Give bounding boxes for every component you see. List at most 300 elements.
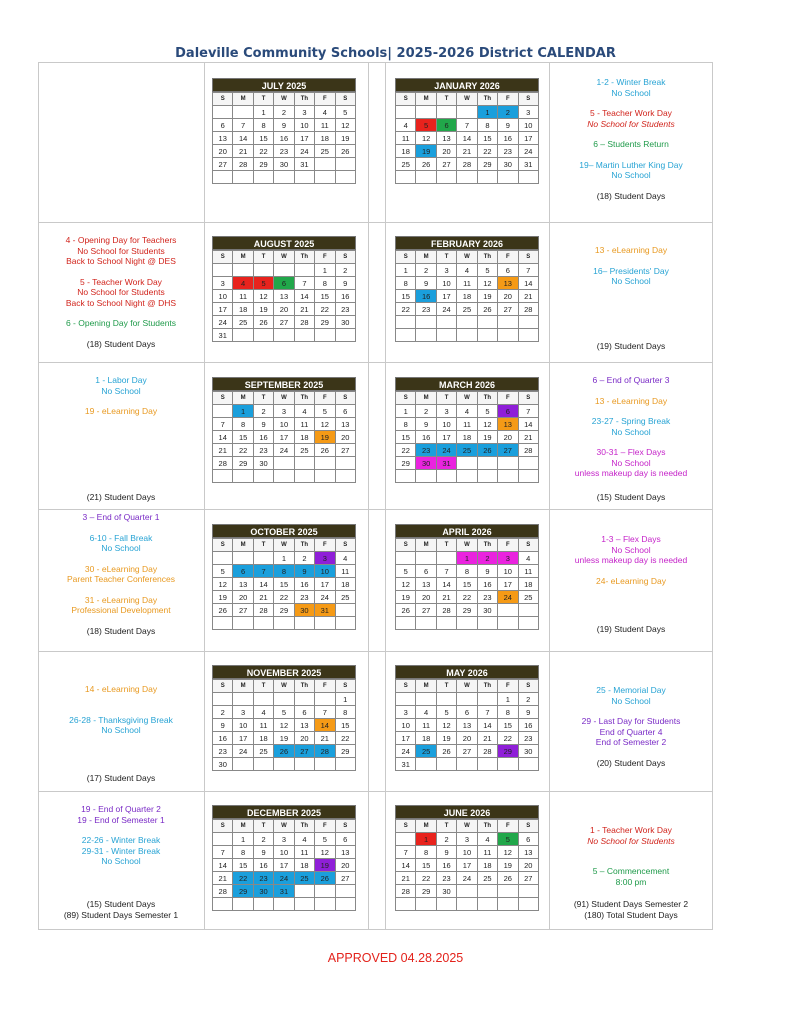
notes-march: [552, 375, 710, 479]
day-cell: 12: [498, 846, 518, 859]
weekday-header: T: [436, 680, 456, 693]
empty-cell: [396, 470, 416, 483]
day-cell: 22: [233, 444, 253, 457]
empty-cell: [498, 316, 518, 329]
empty-cell: [233, 470, 253, 483]
day-cell: 15: [416, 859, 436, 872]
empty-cell: [457, 171, 477, 184]
day-cell: 7: [457, 119, 477, 132]
day-cell: 17: [274, 431, 294, 444]
empty-cell: [457, 898, 477, 911]
weekday-header: T: [436, 820, 456, 833]
day-cell: 9: [274, 119, 294, 132]
day-cell: 8: [233, 846, 253, 859]
empty-cell: [274, 171, 294, 184]
day-cell: 7: [213, 846, 233, 859]
day-cell: 13: [335, 418, 355, 431]
day-cell: 16: [416, 431, 436, 444]
note-line: 6 – Students Return: [593, 139, 669, 149]
day-cell: 27: [274, 316, 294, 329]
empty-cell: [436, 329, 456, 342]
spacer: [40, 705, 202, 715]
day-cell: 6: [416, 565, 436, 578]
empty-cell: [416, 106, 436, 119]
day-cell: 12: [477, 418, 497, 431]
day-cell: 19: [477, 431, 497, 444]
notes-august: [40, 235, 202, 349]
weekday-header: W: [274, 820, 294, 833]
empty-cell: [477, 617, 497, 630]
day-cell: 10: [274, 418, 294, 431]
day-cell: 12: [274, 719, 294, 732]
day-cell: 12: [335, 119, 355, 132]
note-line: 6-10 - Fall Break: [89, 532, 153, 543]
weekday-header: W: [274, 539, 294, 552]
note-line: No School: [611, 170, 651, 180]
empty-cell: [213, 833, 233, 846]
day-cell: 5: [213, 565, 233, 578]
day-cell: 15: [457, 578, 477, 591]
day-cell: 20: [518, 859, 538, 872]
day-cell: 10: [233, 719, 253, 732]
note-line: unless makeup day is needed: [574, 468, 688, 478]
day-cell: 4: [315, 106, 335, 119]
weekday-header: S: [335, 392, 355, 405]
day-cell: 16: [416, 290, 436, 303]
day-cell: 17: [518, 132, 538, 145]
day-cell: 13: [436, 132, 456, 145]
day-cell: 5: [396, 565, 416, 578]
spacer: [552, 437, 710, 447]
day-cell: 29: [498, 745, 518, 758]
student-days-february: [552, 341, 710, 352]
month-june-2026: [395, 805, 539, 911]
month-may-2026: [395, 665, 539, 771]
day-cell: 8: [335, 706, 355, 719]
day-cell: 31: [274, 885, 294, 898]
note-line: No School for Students: [77, 245, 165, 256]
note-line: 26-28 - Thanksgiving Break: [69, 714, 173, 725]
day-cell: 11: [416, 719, 436, 732]
day-cell: 8: [274, 565, 294, 578]
weekday-header: T: [253, 539, 273, 552]
empty-cell: [294, 617, 314, 630]
day-cell: 14: [436, 578, 456, 591]
weekday-header: W: [274, 680, 294, 693]
day-cell: 8: [315, 277, 335, 290]
month-header: FEBRUARY 2026: [395, 236, 539, 250]
weekday-header: S: [396, 820, 416, 833]
month-header: SEPTEMBER 2025: [212, 377, 356, 391]
day-cell: 13: [213, 132, 233, 145]
day-cell: 21: [457, 145, 477, 158]
day-cell: 4: [294, 833, 314, 846]
day-cell: 30: [436, 885, 456, 898]
day-cell: 8: [396, 277, 416, 290]
day-cell: 28: [436, 604, 456, 617]
day-cell: 31: [294, 158, 314, 171]
day-cell: 14: [518, 418, 538, 431]
empty-cell: [436, 898, 456, 911]
empty-cell: [518, 171, 538, 184]
spacer: [552, 129, 710, 139]
weekday-header: T: [253, 820, 273, 833]
empty-cell: [315, 171, 335, 184]
day-cell: 24: [498, 591, 518, 604]
empty-cell: [294, 693, 314, 706]
empty-cell: [294, 457, 314, 470]
empty-cell: [498, 470, 518, 483]
empty-cell: [315, 693, 335, 706]
day-cell: 13: [457, 719, 477, 732]
day-cell: 14: [396, 859, 416, 872]
day-cell: 10: [436, 277, 456, 290]
day-cell: 18: [315, 132, 335, 145]
day-cell: 3: [498, 552, 518, 565]
note-line: 5 – Commencement: [592, 866, 670, 876]
day-cell: 26: [436, 745, 456, 758]
day-cell: 29: [477, 158, 497, 171]
day-cell: 30: [213, 758, 233, 771]
day-cell: 11: [294, 418, 314, 431]
day-cell: 25: [518, 591, 538, 604]
empty-cell: [518, 329, 538, 342]
day-cell: 28: [518, 303, 538, 316]
spacer: [552, 150, 710, 160]
day-cell: 20: [436, 145, 456, 158]
spacer: [552, 706, 710, 716]
weekday-header: F: [315, 251, 335, 264]
note-line: 6 - Opening Day for Students: [65, 318, 177, 328]
day-cell: 27: [416, 604, 436, 617]
month-february-2026: [395, 236, 539, 342]
month-table: [395, 92, 539, 184]
weekday-header: W: [457, 539, 477, 552]
empty-cell: [213, 470, 233, 483]
day-cell: 11: [457, 418, 477, 431]
day-cell: 25: [396, 158, 416, 171]
day-cell: 10: [436, 418, 456, 431]
weekday-header: T: [436, 93, 456, 106]
day-cell: 18: [457, 290, 477, 303]
day-cell: 18: [416, 732, 436, 745]
day-cell: 3: [518, 106, 538, 119]
day-cell: 3: [233, 706, 253, 719]
weekday-header: S: [335, 93, 355, 106]
day-cell: 3: [396, 706, 416, 719]
note-line: End of Quarter 4: [599, 726, 663, 737]
spacer: [40, 329, 202, 339]
note-line: 1 - Teacher Work Day: [590, 825, 672, 835]
note-line: No School: [611, 276, 651, 286]
day-cell: 28: [253, 604, 273, 617]
day-cell: 23: [253, 444, 273, 457]
empty-cell: [518, 604, 538, 617]
empty-cell: [477, 885, 497, 898]
day-cell: 13: [233, 578, 253, 591]
day-cell: 26: [335, 145, 355, 158]
empty-cell: [253, 552, 273, 565]
day-cell: 5: [436, 706, 456, 719]
notes-september: [40, 375, 202, 417]
day-cell: 19: [315, 431, 335, 444]
weekday-header: T: [436, 539, 456, 552]
day-cell: 9: [335, 277, 355, 290]
day-cell: 27: [498, 303, 518, 316]
weekday-header: S: [518, 93, 538, 106]
student-days-december: [40, 899, 202, 920]
empty-cell: [518, 457, 538, 470]
row-divider: [38, 362, 713, 363]
note-line: 1-2 - Winter Break: [596, 77, 666, 87]
day-cell: 29: [233, 457, 253, 470]
day-cell: 5: [274, 706, 294, 719]
note-line: No School: [611, 87, 651, 98]
day-cell: 5: [315, 405, 335, 418]
note-line: 6 – End of Quarter 3: [592, 375, 670, 385]
row-divider: [38, 509, 713, 510]
month-march-2026: [395, 377, 539, 483]
day-cell: 4: [233, 277, 253, 290]
day-cell: 26: [477, 444, 497, 457]
day-cell: 13: [274, 290, 294, 303]
note-line: No School: [101, 543, 141, 553]
day-cell: 9: [253, 846, 273, 859]
day-cell: 15: [396, 431, 416, 444]
note-line: 24- eLearning Day: [596, 575, 666, 586]
weekday-header: F: [315, 820, 335, 833]
spacer: [40, 554, 202, 564]
empty-cell: [315, 470, 335, 483]
empty-cell: [294, 470, 314, 483]
day-cell: 2: [213, 706, 233, 719]
spacer: [552, 256, 710, 266]
day-cell: 6: [498, 264, 518, 277]
day-cell: 22: [416, 872, 436, 885]
note-line: (20) Student Days: [596, 757, 666, 768]
day-cell: 3: [436, 405, 456, 418]
spacer: [40, 267, 202, 277]
day-cell: 8: [457, 565, 477, 578]
day-cell: 22: [315, 303, 335, 316]
spacer: [40, 585, 202, 595]
note-line: 8:00 pm: [615, 876, 647, 887]
spacer: [552, 566, 710, 576]
note-line: 22-26 - Winter Break: [81, 835, 161, 845]
empty-cell: [477, 693, 497, 706]
day-cell: 8: [477, 119, 497, 132]
note-line: Parent Teacher Conferences: [66, 574, 176, 584]
weekday-header: S: [213, 820, 233, 833]
student-days-text: (17) Student Days: [86, 773, 156, 783]
spacer: [40, 825, 202, 835]
empty-cell: [233, 552, 253, 565]
day-cell: 13: [518, 846, 538, 859]
empty-cell: [274, 758, 294, 771]
row-divider: [38, 222, 713, 223]
empty-cell: [274, 470, 294, 483]
empty-cell: [253, 758, 273, 771]
month-january-2026: [395, 78, 539, 184]
student-days-text: (15) Student Days: [596, 492, 666, 502]
student-days-text: (19) Student Days: [596, 341, 666, 351]
day-cell: 16: [253, 431, 273, 444]
day-cell: 2: [294, 552, 314, 565]
month-august-2025: [212, 236, 356, 342]
day-cell: 2: [518, 693, 538, 706]
weekday-header: S: [518, 539, 538, 552]
empty-cell: [253, 329, 273, 342]
weekday-header: Th: [294, 251, 314, 264]
day-cell: 26: [416, 158, 436, 171]
day-cell: 20: [416, 591, 436, 604]
day-cell: 1: [315, 264, 335, 277]
day-cell: 23: [416, 444, 436, 457]
day-cell: 23: [253, 872, 273, 885]
empty-cell: [457, 316, 477, 329]
day-cell: 12: [396, 578, 416, 591]
day-cell: 19: [335, 132, 355, 145]
empty-cell: [253, 693, 273, 706]
note-line: 19– Martin Luther King Day: [579, 159, 683, 170]
note-line: 1 - Labor Day: [95, 375, 147, 385]
day-cell: 30: [477, 604, 497, 617]
student-days-june: [552, 899, 710, 920]
day-cell: 21: [294, 303, 314, 316]
day-cell: 11: [335, 565, 355, 578]
weekday-header: T: [253, 680, 273, 693]
day-cell: 17: [274, 859, 294, 872]
month-header: JULY 2025: [212, 78, 356, 92]
month-table: [212, 391, 356, 483]
note-line: No School: [101, 856, 141, 866]
empty-cell: [396, 898, 416, 911]
note-line: 23-27 - Spring Break: [591, 416, 671, 426]
day-cell: 17: [213, 303, 233, 316]
notes-april: [552, 534, 710, 586]
empty-cell: [233, 758, 253, 771]
day-cell: 23: [477, 591, 497, 604]
day-cell: 9: [213, 719, 233, 732]
day-cell: 5: [477, 264, 497, 277]
day-cell: 7: [233, 119, 253, 132]
weekday-header: Th: [294, 820, 314, 833]
day-cell: 2: [416, 264, 436, 277]
day-cell: 4: [253, 706, 273, 719]
weekday-header: M: [233, 539, 253, 552]
empty-cell: [518, 758, 538, 771]
day-cell: 6: [457, 706, 477, 719]
day-cell: 20: [335, 859, 355, 872]
empty-cell: [315, 758, 335, 771]
day-cell: 22: [396, 303, 416, 316]
note-line: 13 - eLearning Day: [594, 245, 668, 255]
empty-cell: [396, 171, 416, 184]
student-days-november: [40, 773, 202, 784]
day-cell: 23: [436, 872, 456, 885]
empty-cell: [253, 171, 273, 184]
day-cell: 28: [213, 457, 233, 470]
empty-cell: [498, 329, 518, 342]
note-line: 19 - eLearning Day: [84, 406, 158, 416]
day-cell: 21: [213, 872, 233, 885]
day-cell: 28: [518, 444, 538, 457]
day-cell: 6: [436, 119, 456, 132]
empty-cell: [315, 898, 335, 911]
day-cell: 27: [335, 872, 355, 885]
empty-cell: [233, 264, 253, 277]
day-cell: 1: [233, 405, 253, 418]
day-cell: 10: [294, 119, 314, 132]
month-table: [395, 538, 539, 630]
weekday-header: W: [457, 820, 477, 833]
day-cell: 11: [294, 846, 314, 859]
empty-cell: [498, 457, 518, 470]
day-cell: 1: [457, 552, 477, 565]
empty-cell: [396, 693, 416, 706]
day-cell: 28: [396, 885, 416, 898]
month-header: MAY 2026: [395, 665, 539, 679]
day-cell: 24: [436, 303, 456, 316]
empty-cell: [436, 758, 456, 771]
day-cell: 22: [253, 145, 273, 158]
empty-cell: [457, 758, 477, 771]
day-cell: 17: [436, 431, 456, 444]
day-cell: 24: [396, 745, 416, 758]
day-cell: 6: [294, 706, 314, 719]
weekday-header: S: [518, 820, 538, 833]
note-line: 30-31 – Flex Days: [596, 447, 666, 457]
empty-cell: [457, 457, 477, 470]
spacer: [40, 308, 202, 318]
day-cell: 17: [233, 732, 253, 745]
weekday-header: T: [253, 251, 273, 264]
day-cell: 24: [518, 145, 538, 158]
day-cell: 21: [518, 290, 538, 303]
note-line: (18) Student Days: [86, 338, 156, 349]
empty-cell: [233, 329, 253, 342]
day-cell: 27: [294, 745, 314, 758]
spacer: [40, 695, 202, 705]
weekday-header: Th: [294, 539, 314, 552]
day-cell: 29: [335, 745, 355, 758]
page-title: Daleville Community Schools| 2025-2026 District CALENDAR: [175, 46, 616, 61]
day-cell: 2: [274, 106, 294, 119]
empty-cell: [498, 898, 518, 911]
day-cell: 7: [436, 565, 456, 578]
note-line: 13 - eLearning Day: [594, 395, 668, 406]
weekday-header: S: [396, 392, 416, 405]
day-cell: 16: [274, 132, 294, 145]
note-line: No School for Students: [77, 287, 165, 297]
notes-october: [40, 512, 202, 636]
day-cell: 27: [213, 158, 233, 171]
weekday-header: Th: [477, 392, 497, 405]
note-line: No School for Students: [587, 118, 675, 129]
day-cell: 26: [274, 745, 294, 758]
weekday-header: M: [233, 93, 253, 106]
day-cell: 30: [274, 158, 294, 171]
empty-cell: [457, 617, 477, 630]
day-cell: 2: [498, 106, 518, 119]
day-cell: 9: [253, 418, 273, 431]
weekday-header: Th: [294, 680, 314, 693]
empty-cell: [253, 470, 273, 483]
day-cell: 15: [233, 859, 253, 872]
day-cell: 23: [416, 303, 436, 316]
day-cell: 15: [253, 132, 273, 145]
semester-days-text: (91) Student Days Semester 2: [573, 899, 689, 909]
